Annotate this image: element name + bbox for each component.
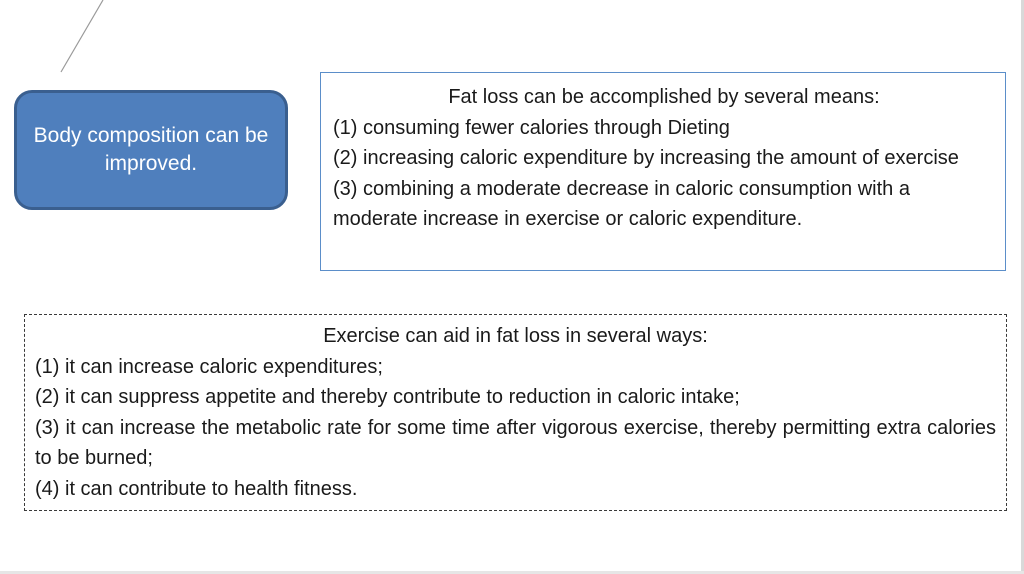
decorative-diagonal-line: [0, 0, 120, 80]
exercise-ways-item: (3) it can increase the metabolic rate for some time after vigorous exercise, thereby permitting extra calories to be burned;: [35, 416, 996, 469]
exercise-ways-heading: Exercise can aid in fat loss in several ways:: [323, 325, 708, 347]
body-composition-text: Body composition can be improved.: [33, 124, 269, 175]
fat-loss-means-item: (3) combining a moderate decrease in caloric consumption with a moderate increase in exercise or caloric expenditure.: [333, 177, 910, 230]
fat-loss-means-heading: Fat loss can be accomplished by several means:: [448, 86, 880, 108]
fat-loss-means-box: [320, 72, 1006, 271]
exercise-ways-item: (1) it can increase caloric expenditures;: [35, 355, 383, 378]
fat-loss-means-item: (2) increasing caloric expenditure by increasing the amount of exercise: [333, 147, 959, 169]
body-composition-box: [14, 90, 288, 210]
exercise-ways-item: (4) it can contribute to health fitness.: [35, 477, 358, 500]
exercise-ways-item: (2) it can suppress appetite and thereby contribute to reduction in caloric intake;: [35, 386, 740, 408]
fat-loss-means-item: (1) consuming fewer calories through Dieting: [333, 116, 730, 139]
exercise-ways-box: [24, 314, 1007, 511]
